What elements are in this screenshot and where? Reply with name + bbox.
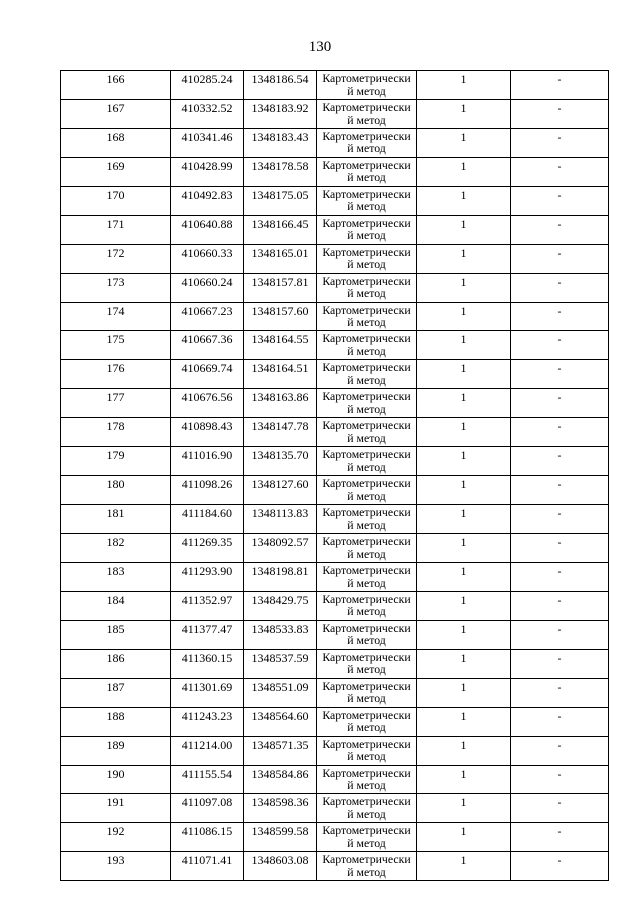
table-row bbox=[61, 534, 609, 563]
table-row bbox=[61, 678, 609, 707]
method-cell bbox=[317, 99, 417, 128]
table-row bbox=[61, 649, 609, 678]
method-line-2: й метод bbox=[347, 517, 386, 532]
precision-cell: 1 bbox=[417, 447, 511, 476]
precision-cell: 1 bbox=[417, 476, 511, 505]
method-cell bbox=[317, 476, 417, 505]
precision-cell: 1 bbox=[417, 852, 511, 881]
y-coordinate-cell: 1348164.51 bbox=[244, 360, 317, 389]
precision-cell: 1 bbox=[417, 765, 511, 794]
point-number-cell: 186 bbox=[61, 649, 171, 678]
method-cell bbox=[317, 273, 417, 302]
note-cell: - bbox=[511, 794, 609, 823]
method-cell bbox=[317, 447, 417, 476]
method-line-2: й метод bbox=[347, 228, 386, 243]
method-line-2: й метод bbox=[347, 430, 386, 445]
x-coordinate-cell: 410332.52 bbox=[171, 99, 244, 128]
y-coordinate-cell: 1348571.35 bbox=[244, 736, 317, 765]
table-row bbox=[61, 591, 609, 620]
precision-cell: 1 bbox=[417, 418, 511, 447]
table-row bbox=[61, 765, 609, 794]
method-line-1: Картометрически bbox=[322, 302, 411, 317]
method-cell bbox=[317, 418, 417, 447]
x-coordinate-cell: 411352.97 bbox=[171, 591, 244, 620]
precision-cell: 1 bbox=[417, 244, 511, 273]
table-row bbox=[61, 273, 609, 302]
note-cell: - bbox=[511, 591, 609, 620]
precision-cell: 1 bbox=[417, 99, 511, 128]
note-cell: - bbox=[511, 360, 609, 389]
precision-cell: 1 bbox=[417, 794, 511, 823]
method-line-1: Картометрически bbox=[322, 505, 411, 520]
x-coordinate-cell: 411269.35 bbox=[171, 534, 244, 563]
point-number-cell: 166 bbox=[61, 71, 171, 100]
table-row bbox=[61, 476, 609, 505]
y-coordinate-cell: 1348178.58 bbox=[244, 157, 317, 186]
method-line-1: Картометрически bbox=[322, 794, 411, 809]
precision-cell: 1 bbox=[417, 157, 511, 186]
method-line-2: й метод bbox=[347, 315, 386, 330]
table-row bbox=[61, 360, 609, 389]
note-cell: - bbox=[511, 331, 609, 360]
note-cell: - bbox=[511, 678, 609, 707]
table-row bbox=[61, 707, 609, 736]
note-cell: - bbox=[511, 707, 609, 736]
page-number: 130 bbox=[308, 39, 332, 55]
precision-cell: 1 bbox=[417, 649, 511, 678]
method-line-1: Картометрически bbox=[322, 707, 411, 722]
method-line-1: Картометрически bbox=[322, 360, 411, 375]
method-line-2: й метод bbox=[347, 401, 386, 416]
y-coordinate-cell: 1348092.57 bbox=[244, 534, 317, 563]
table-row bbox=[61, 736, 609, 765]
y-coordinate-cell: 1348537.59 bbox=[244, 649, 317, 678]
precision-cell: 1 bbox=[417, 678, 511, 707]
method-line-2: й метод bbox=[347, 691, 386, 706]
note-cell: - bbox=[511, 447, 609, 476]
method-line-2: й метод bbox=[347, 488, 386, 503]
method-line-1: Картометрически bbox=[322, 99, 411, 114]
note-cell: - bbox=[511, 736, 609, 765]
x-coordinate-cell: 410428.99 bbox=[171, 157, 244, 186]
method-line-2: й метод bbox=[347, 141, 386, 156]
point-number-cell: 189 bbox=[61, 736, 171, 765]
table-row bbox=[61, 562, 609, 591]
note-cell: - bbox=[511, 765, 609, 794]
method-line-2: й метод bbox=[347, 199, 386, 214]
x-coordinate-cell: 411243.23 bbox=[171, 707, 244, 736]
point-number-cell: 179 bbox=[61, 447, 171, 476]
method-cell bbox=[317, 157, 417, 186]
note-cell: - bbox=[511, 476, 609, 505]
precision-cell: 1 bbox=[417, 215, 511, 244]
y-coordinate-cell: 1348147.78 bbox=[244, 418, 317, 447]
y-coordinate-cell: 1348186.54 bbox=[244, 71, 317, 100]
method-line-2: й метод bbox=[347, 575, 386, 590]
x-coordinate-cell: 411214.00 bbox=[171, 736, 244, 765]
method-cell bbox=[317, 823, 417, 852]
x-coordinate-cell: 410676.56 bbox=[171, 389, 244, 418]
table-row bbox=[61, 418, 609, 447]
x-coordinate-cell: 410640.88 bbox=[171, 215, 244, 244]
precision-cell: 1 bbox=[417, 505, 511, 534]
point-number-cell: 183 bbox=[61, 562, 171, 591]
method-line-1: Картометрически bbox=[322, 447, 411, 462]
method-line-1: Картометрически bbox=[322, 244, 411, 259]
method-cell bbox=[317, 71, 417, 100]
note-cell: - bbox=[511, 302, 609, 331]
x-coordinate-cell: 411098.26 bbox=[171, 476, 244, 505]
y-coordinate-cell: 1348175.05 bbox=[244, 186, 317, 215]
method-line-1: Картометрически bbox=[322, 649, 411, 664]
point-number-cell: 193 bbox=[61, 852, 171, 881]
method-line-2: й метод bbox=[347, 546, 386, 561]
method-cell bbox=[317, 678, 417, 707]
method-line-1: Картометрически bbox=[322, 823, 411, 838]
method-cell bbox=[317, 794, 417, 823]
precision-cell: 1 bbox=[417, 128, 511, 157]
point-number-cell: 170 bbox=[61, 186, 171, 215]
precision-cell: 1 bbox=[417, 331, 511, 360]
precision-cell: 1 bbox=[417, 534, 511, 563]
point-number-cell: 191 bbox=[61, 794, 171, 823]
point-number-cell: 173 bbox=[61, 273, 171, 302]
precision-cell: 1 bbox=[417, 823, 511, 852]
method-cell bbox=[317, 620, 417, 649]
method-cell bbox=[317, 215, 417, 244]
method-cell bbox=[317, 534, 417, 563]
y-coordinate-cell: 1348429.75 bbox=[244, 591, 317, 620]
method-line-1: Картометрически bbox=[322, 331, 411, 346]
coordinates-table bbox=[60, 70, 609, 881]
precision-cell: 1 bbox=[417, 620, 511, 649]
note-cell: - bbox=[511, 244, 609, 273]
point-number-cell: 188 bbox=[61, 707, 171, 736]
y-coordinate-cell: 1348163.86 bbox=[244, 389, 317, 418]
x-coordinate-cell: 411097.08 bbox=[171, 794, 244, 823]
method-line-2: й метод bbox=[347, 604, 386, 619]
method-line-2: й метод bbox=[347, 170, 386, 185]
point-number-cell: 190 bbox=[61, 765, 171, 794]
precision-cell: 1 bbox=[417, 302, 511, 331]
note-cell: - bbox=[511, 620, 609, 649]
method-line-1: Картометрически bbox=[322, 157, 411, 172]
table-row bbox=[61, 128, 609, 157]
method-line-1: Картометрически bbox=[322, 562, 411, 577]
note-cell: - bbox=[511, 128, 609, 157]
table-row bbox=[61, 71, 609, 100]
point-number-cell: 181 bbox=[61, 505, 171, 534]
precision-cell: 1 bbox=[417, 736, 511, 765]
y-coordinate-cell: 1348127.60 bbox=[244, 476, 317, 505]
point-number-cell: 172 bbox=[61, 244, 171, 273]
method-cell bbox=[317, 302, 417, 331]
x-coordinate-cell: 410285.24 bbox=[171, 71, 244, 100]
precision-cell: 1 bbox=[417, 273, 511, 302]
precision-cell: 1 bbox=[417, 389, 511, 418]
method-cell bbox=[317, 852, 417, 881]
point-number-cell: 184 bbox=[61, 591, 171, 620]
point-number-cell: 176 bbox=[61, 360, 171, 389]
note-cell: - bbox=[511, 505, 609, 534]
method-line-1: Картометрически bbox=[322, 186, 411, 201]
precision-cell: 1 bbox=[417, 562, 511, 591]
y-coordinate-cell: 1348598.36 bbox=[244, 794, 317, 823]
point-number-cell: 168 bbox=[61, 128, 171, 157]
method-line-1: Картометрически bbox=[322, 765, 411, 780]
x-coordinate-cell: 410667.23 bbox=[171, 302, 244, 331]
x-coordinate-cell: 410669.74 bbox=[171, 360, 244, 389]
point-number-cell: 187 bbox=[61, 678, 171, 707]
method-line-1: Картометрически bbox=[322, 591, 411, 606]
method-line-2: й метод bbox=[347, 344, 386, 359]
x-coordinate-cell: 410898.43 bbox=[171, 418, 244, 447]
x-coordinate-cell: 411360.15 bbox=[171, 649, 244, 678]
method-cell bbox=[317, 562, 417, 591]
note-cell: - bbox=[511, 157, 609, 186]
x-coordinate-cell: 411293.90 bbox=[171, 562, 244, 591]
table-row bbox=[61, 331, 609, 360]
table-row bbox=[61, 620, 609, 649]
precision-cell: 1 bbox=[417, 591, 511, 620]
method-line-1: Картометрически bbox=[322, 215, 411, 230]
note-cell: - bbox=[511, 562, 609, 591]
method-line-2: й метод bbox=[347, 112, 386, 127]
point-number-cell: 177 bbox=[61, 389, 171, 418]
note-cell: - bbox=[511, 71, 609, 100]
y-coordinate-cell: 1348198.81 bbox=[244, 562, 317, 591]
point-number-cell: 169 bbox=[61, 157, 171, 186]
note-cell: - bbox=[511, 823, 609, 852]
method-line-2: й метод bbox=[347, 864, 386, 879]
table-row bbox=[61, 302, 609, 331]
method-line-2: й метод bbox=[347, 807, 386, 822]
point-number-cell: 180 bbox=[61, 476, 171, 505]
x-coordinate-cell: 410660.24 bbox=[171, 273, 244, 302]
point-number-cell: 175 bbox=[61, 331, 171, 360]
method-line-2: й метод bbox=[347, 835, 386, 850]
method-cell bbox=[317, 591, 417, 620]
y-coordinate-cell: 1348164.55 bbox=[244, 331, 317, 360]
x-coordinate-cell: 411016.90 bbox=[171, 447, 244, 476]
point-number-cell: 192 bbox=[61, 823, 171, 852]
table-row bbox=[61, 447, 609, 476]
method-cell bbox=[317, 128, 417, 157]
y-coordinate-cell: 1348183.92 bbox=[244, 99, 317, 128]
method-line-2: й метод bbox=[347, 257, 386, 272]
method-line-2: й метод bbox=[347, 662, 386, 677]
x-coordinate-cell: 411184.60 bbox=[171, 505, 244, 534]
precision-cell: 1 bbox=[417, 186, 511, 215]
point-number-cell: 185 bbox=[61, 620, 171, 649]
point-number-cell: 174 bbox=[61, 302, 171, 331]
y-coordinate-cell: 1348135.70 bbox=[244, 447, 317, 476]
table-row bbox=[61, 186, 609, 215]
note-cell: - bbox=[511, 534, 609, 563]
method-cell bbox=[317, 186, 417, 215]
y-coordinate-cell: 1348165.01 bbox=[244, 244, 317, 273]
table-row bbox=[61, 389, 609, 418]
method-line-1: Картометрически bbox=[322, 678, 411, 693]
y-coordinate-cell: 1348157.60 bbox=[244, 302, 317, 331]
y-coordinate-cell: 1348551.09 bbox=[244, 678, 317, 707]
method-line-1: Картометрически bbox=[322, 476, 411, 491]
method-line-2: й метод bbox=[347, 459, 386, 474]
precision-cell: 1 bbox=[417, 71, 511, 100]
x-coordinate-cell: 410667.36 bbox=[171, 331, 244, 360]
table-row bbox=[61, 794, 609, 823]
y-coordinate-cell: 1348564.60 bbox=[244, 707, 317, 736]
y-coordinate-cell: 1348599.58 bbox=[244, 823, 317, 852]
precision-cell: 1 bbox=[417, 707, 511, 736]
method-line-1: Картометрически bbox=[322, 128, 411, 143]
x-coordinate-cell: 411086.15 bbox=[171, 823, 244, 852]
method-line-1: Картометрически bbox=[322, 273, 411, 288]
method-cell bbox=[317, 331, 417, 360]
table-row bbox=[61, 244, 609, 273]
method-line-2: й метод bbox=[347, 720, 386, 735]
precision-cell: 1 bbox=[417, 360, 511, 389]
method-line-1: Картометрически bbox=[322, 71, 411, 85]
x-coordinate-cell: 411377.47 bbox=[171, 620, 244, 649]
table-row bbox=[61, 157, 609, 186]
y-coordinate-cell: 1348166.45 bbox=[244, 215, 317, 244]
y-coordinate-cell: 1348157.81 bbox=[244, 273, 317, 302]
method-cell bbox=[317, 649, 417, 678]
table-row bbox=[61, 215, 609, 244]
point-number-cell: 167 bbox=[61, 99, 171, 128]
method-line-2: й метод bbox=[347, 372, 386, 387]
table-row bbox=[61, 823, 609, 852]
x-coordinate-cell: 410341.46 bbox=[171, 128, 244, 157]
table-row bbox=[61, 505, 609, 534]
note-cell: - bbox=[511, 99, 609, 128]
method-line-2: й метод bbox=[347, 83, 386, 98]
y-coordinate-cell: 1348113.83 bbox=[244, 505, 317, 534]
method-cell bbox=[317, 244, 417, 273]
note-cell: - bbox=[511, 215, 609, 244]
method-line-1: Картометрически bbox=[322, 389, 411, 404]
y-coordinate-cell: 1348584.86 bbox=[244, 765, 317, 794]
method-cell bbox=[317, 505, 417, 534]
method-line-1: Картометрически bbox=[322, 534, 411, 548]
x-coordinate-cell: 410492.83 bbox=[171, 186, 244, 215]
method-cell bbox=[317, 707, 417, 736]
point-number-cell: 178 bbox=[61, 418, 171, 447]
table-row bbox=[61, 99, 609, 128]
y-coordinate-cell: 1348533.83 bbox=[244, 620, 317, 649]
x-coordinate-cell: 411071.41 bbox=[171, 852, 244, 881]
method-cell bbox=[317, 389, 417, 418]
method-line-1: Картометрически bbox=[322, 736, 411, 751]
method-cell bbox=[317, 736, 417, 765]
method-cell bbox=[317, 765, 417, 794]
method-line-1: Картометрически bbox=[322, 852, 411, 867]
method-line-2: й метод bbox=[347, 633, 386, 648]
coordinates-table-body bbox=[61, 71, 609, 881]
note-cell: - bbox=[511, 273, 609, 302]
note-cell: - bbox=[511, 389, 609, 418]
x-coordinate-cell: 411301.69 bbox=[171, 678, 244, 707]
method-line-1: Картометрически bbox=[322, 418, 411, 433]
method-cell bbox=[317, 360, 417, 389]
method-line-2: й метод bbox=[347, 286, 386, 301]
y-coordinate-cell: 1348603.08 bbox=[244, 852, 317, 881]
note-cell: - bbox=[511, 186, 609, 215]
table-row bbox=[61, 852, 609, 881]
point-number-cell: 171 bbox=[61, 215, 171, 244]
y-coordinate-cell: 1348183.43 bbox=[244, 128, 317, 157]
note-cell: - bbox=[511, 852, 609, 881]
x-coordinate-cell: 411155.54 bbox=[171, 765, 244, 794]
method-line-2: й метод bbox=[347, 749, 386, 764]
method-line-1: Картометрически bbox=[322, 620, 411, 635]
x-coordinate-cell: 410660.33 bbox=[171, 244, 244, 273]
note-cell: - bbox=[511, 649, 609, 678]
point-number-cell: 182 bbox=[61, 534, 171, 563]
note-cell: - bbox=[511, 418, 609, 447]
method-line-2: й метод bbox=[347, 778, 386, 793]
